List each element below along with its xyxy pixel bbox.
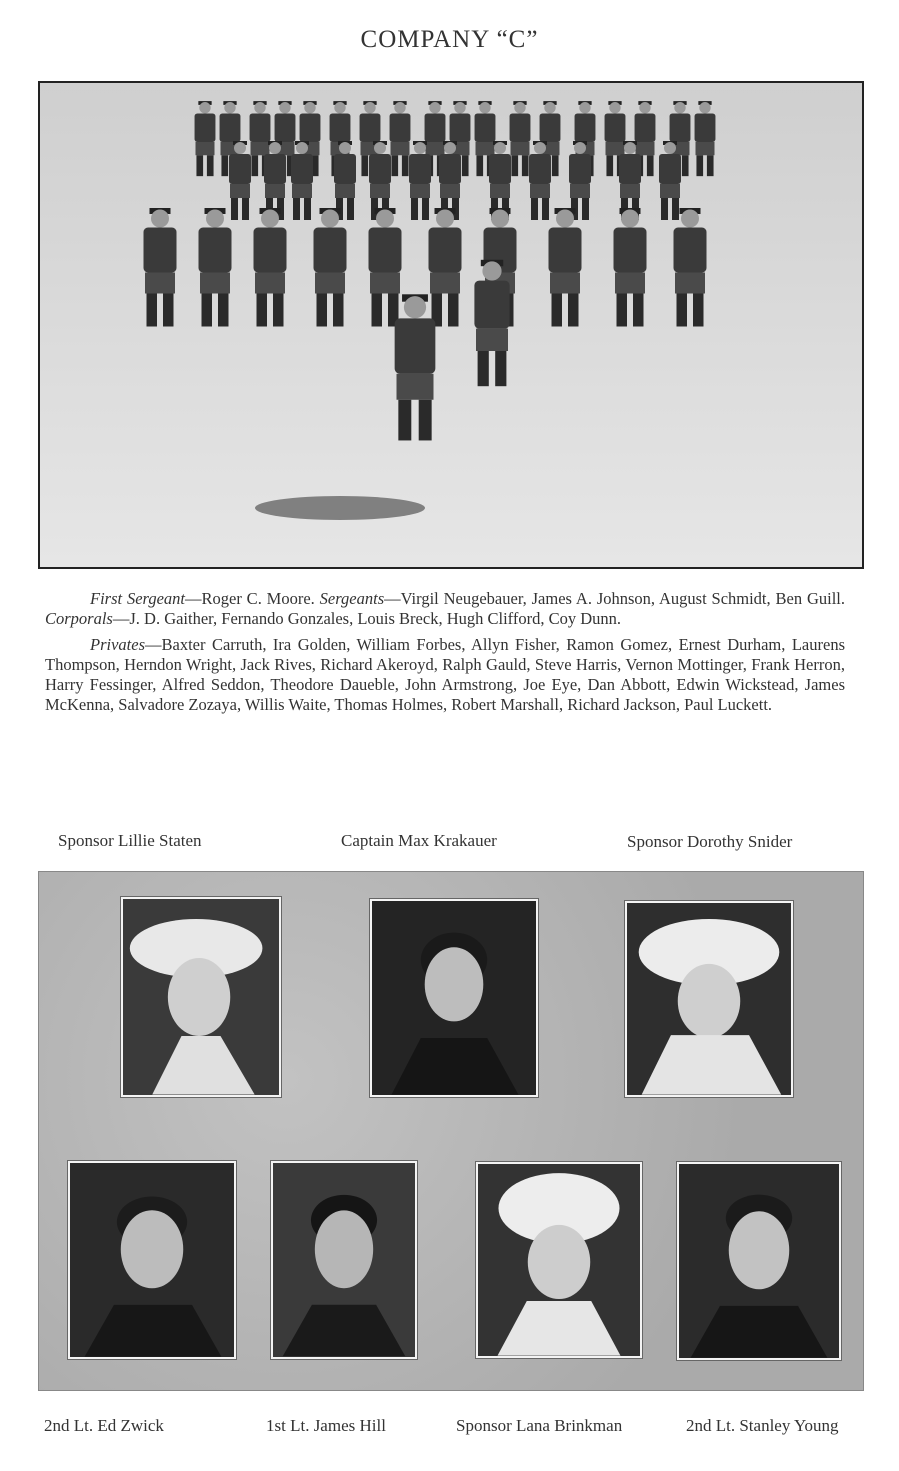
company-group-photo: [38, 81, 864, 569]
officers-paragraph: [45, 589, 845, 629]
first-sergeant-name: —Roger C. Moore.: [185, 589, 320, 608]
privates-paragraph: [45, 635, 845, 715]
caption-2nd-lt-stanley-young: 2nd Lt. Stanley Young: [686, 1416, 839, 1435]
portrait-2nd-lt-ed-zwick: [68, 1161, 236, 1359]
privates-names: —Baxter Carruth, Ira Golden, William Forbes, Allyn Fisher, Ramon Gomez, Ernest Durham, Laurens Thompson, Herndon Wright, Jack Rives, Richard Akeroyd, Ralph Gauld, Steve Harris, Vernon Mottinger, Frank Herron, Harry Fessinger, Alfred Seddon, Theodore Daueble, John Armstrong, Joe Eye, Dan Abbott, Edwin Wickstead, James McKenna, Salvadore Zozaya, Willis Waite, Thomas Holmes, Robert Marshall, Richard Jackson, Paul Luckett.: [45, 635, 845, 714]
portrait-sponsor-dorothy-snider: [625, 901, 793, 1097]
first-sergeant-label: First Sergeant: [90, 589, 185, 608]
caption-1st-lt-james-hill: 1st Lt. James Hill: [266, 1416, 386, 1435]
caption-sponsor-dorothy-snider: Sponsor Dorothy Snider: [627, 832, 793, 851]
corporals-names: —J. D. Gaither, Fernando Gonzales, Louis Breck, Hugh Clifford, Coy Dunn.: [112, 609, 622, 628]
portrait-2nd-lt-stanley-young: [677, 1162, 841, 1360]
caption-sponsor-lillie-staten: Sponsor Lillie Staten: [58, 831, 202, 850]
portrait-board: [38, 871, 864, 1391]
caption-2nd-lt-ed-zwick: 2nd Lt. Ed Zwick: [44, 1416, 164, 1435]
roster-text: [45, 589, 845, 721]
caption-captain-max-krakauer: Captain Max Krakauer: [341, 831, 497, 850]
caption-sponsor-lana-brinkman: Sponsor Lana Brinkman: [456, 1416, 623, 1435]
page-title: COMPANY “C”: [360, 26, 539, 53]
sergeants-label: Sergeants: [319, 589, 385, 608]
sergeants-names: —Virgil Neugebauer, James A. Johnson, August Schmidt, Ben Guill.: [384, 589, 845, 608]
privates-label: Privates: [90, 635, 145, 654]
portrait-sponsor-lillie-staten: [121, 897, 281, 1097]
corporals-label: Corporals: [45, 609, 113, 628]
portrait-1st-lt-james-hill: [271, 1161, 417, 1359]
portrait-captain-max-krakauer: [370, 899, 538, 1097]
formation-illustration: [40, 83, 862, 567]
portrait-sponsor-lana-brinkman: [476, 1162, 642, 1358]
